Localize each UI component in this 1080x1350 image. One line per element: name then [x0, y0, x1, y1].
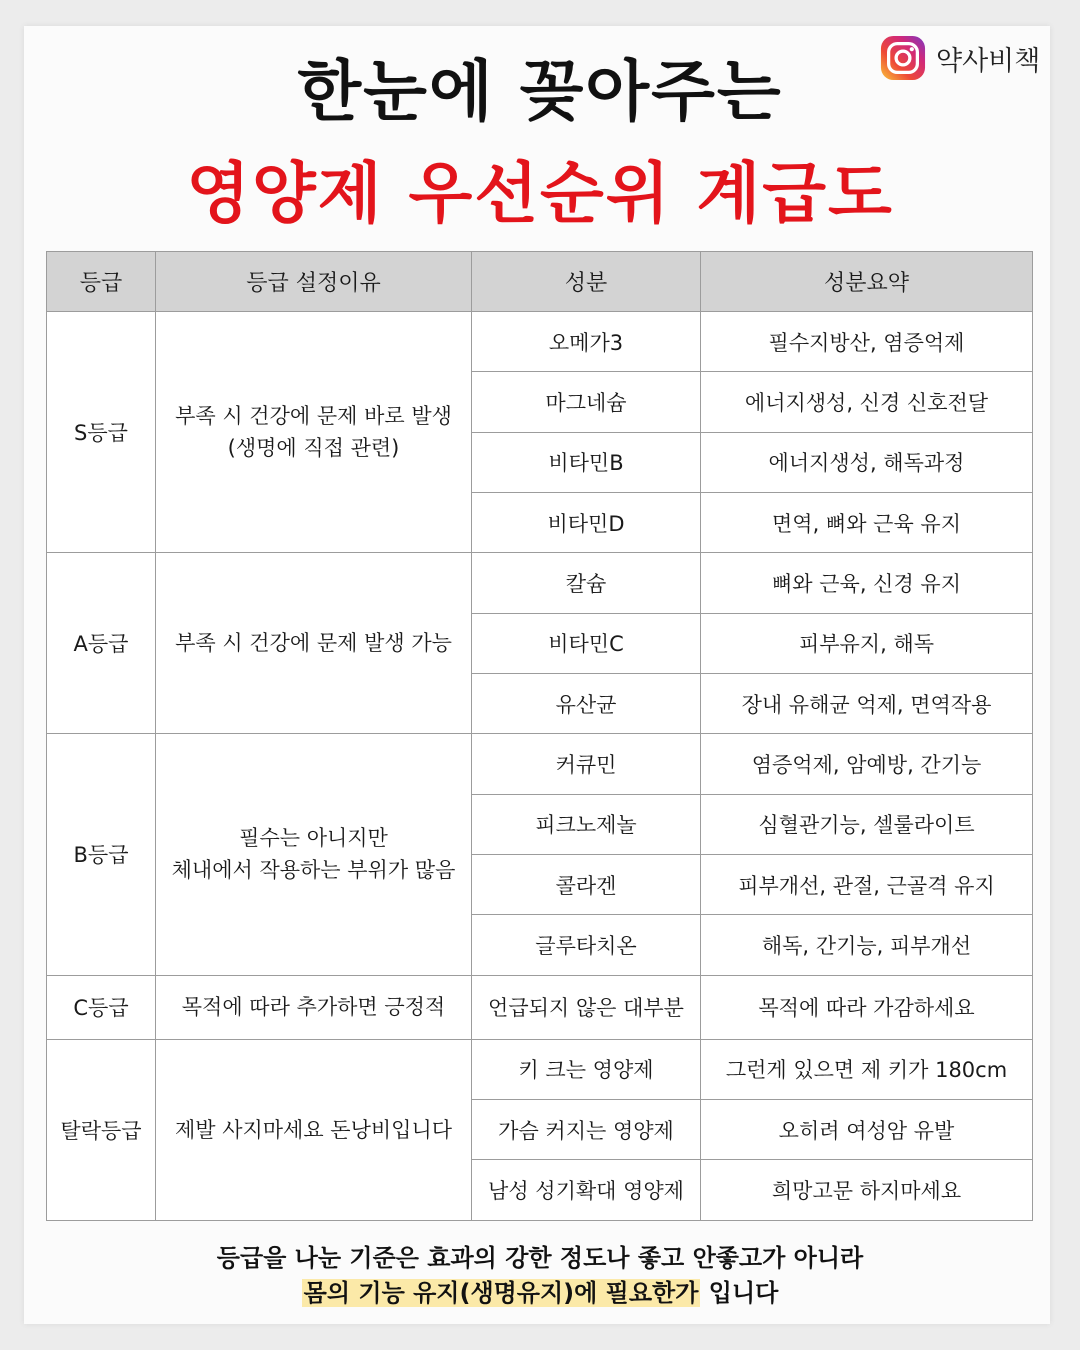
summary-cell: 필수지방산, 염증억제: [701, 312, 1033, 372]
summary-cell: 면역, 뼈와 근육 유지: [701, 492, 1033, 552]
grade-b-cell: B등급: [47, 734, 156, 975]
ingredient-cell: 언급되지 않은 대부분: [472, 975, 701, 1039]
reason-text: 부족 시 건강에 문제 바로 발생: [175, 404, 452, 429]
footer-rest: 입니다: [700, 1279, 779, 1307]
grade-a-cell: A등급: [47, 553, 156, 734]
reason-b-cell: [156, 734, 472, 975]
reason-c-cell: 목적에 따라 추가하면 긍정적: [156, 975, 472, 1039]
reason-text: (생명에 직접 관련): [227, 436, 400, 461]
brand-badge[interactable]: [880, 34, 1040, 82]
ingredient-cell: 피크노제놀: [472, 794, 701, 854]
instagram-icon: [880, 35, 926, 81]
reason-text: 체내에서 작용하는 부위가 많음: [171, 858, 456, 883]
summary-cell: 장내 유해균 억제, 면역작용: [701, 673, 1033, 733]
grade-table: [46, 251, 1033, 1221]
reason-rejected-cell: 제발 사지마세요 돈낭비입니다: [156, 1039, 472, 1220]
summary-cell: 피부개선, 관절, 근골격 유지: [701, 854, 1033, 914]
ingredient-cell: 오메가3: [472, 312, 701, 372]
header-summary: 성분요약: [701, 252, 1033, 312]
grade-c-cell: C등급: [47, 975, 156, 1039]
footer-line-2: [0, 1273, 1080, 1308]
ingredient-cell: 키 크는 영양제: [472, 1039, 701, 1099]
summary-cell: 염증억제, 암예방, 간기능: [701, 734, 1033, 794]
ingredient-cell: 칼슘: [472, 553, 701, 613]
table-row: [47, 312, 1033, 372]
table-row: [47, 975, 1033, 1039]
reason-s-cell: [156, 312, 472, 553]
header-ingredient: 성분: [472, 252, 701, 312]
table-row: [47, 734, 1033, 794]
ingredient-cell: 커큐민: [472, 734, 701, 794]
footer-highlight: 몸의 기능 유지(생명유지)에 필요한가: [303, 1279, 699, 1307]
grade-rejected-cell: 탈락등급: [47, 1039, 156, 1220]
table-row: [47, 553, 1033, 613]
table-header-row: [47, 252, 1033, 312]
summary-cell: 피부유지, 해독: [701, 613, 1033, 673]
summary-cell: 희망고문 하지마세요: [701, 1160, 1033, 1221]
reason-a-cell: 부족 시 건강에 문제 발생 가능: [156, 553, 472, 734]
footer-line-1: 등급을 나눈 기준은 효과의 강한 정도나 좋고 안좋고가 아니라: [216, 1244, 864, 1272]
summary-cell: 목적에 따라 가감하세요: [701, 975, 1033, 1039]
summary-cell: 에너지생성, 신경 신호전달: [701, 372, 1033, 432]
summary-cell: 해독, 간기능, 피부개선: [701, 915, 1033, 975]
brand-name: 약사비책: [936, 45, 1041, 77]
ingredient-cell: 가슴 커지는 영양제: [472, 1100, 701, 1160]
summary-cell: 심혈관기능, 셀룰라이트: [701, 794, 1033, 854]
header-grade: 등급: [47, 252, 156, 312]
summary-cell: 그런게 있으면 제 키가 180cm: [701, 1039, 1033, 1099]
summary-cell: 오히려 여성암 유발: [701, 1100, 1033, 1160]
ingredient-cell: 마그네슘: [472, 372, 701, 432]
ingredient-cell: 비타민D: [472, 492, 701, 552]
table-row: [47, 1039, 1033, 1099]
title-line-1: 한눈에 꽂아주는: [297, 53, 783, 130]
reason-text: 필수는 아니지만: [239, 826, 388, 851]
ingredient-cell: 콜라겐: [472, 854, 701, 914]
ingredient-cell: 비타민C: [472, 613, 701, 673]
title-line-2: 영양제 우선순위 계급도: [186, 155, 894, 232]
grade-s-cell: S등급: [47, 312, 156, 553]
ingredient-cell: 글루타치온: [472, 915, 701, 975]
ingredient-cell: 유산균: [472, 673, 701, 733]
ingredient-cell: 남성 성기확대 영양제: [472, 1160, 701, 1221]
ingredient-cell: 비타민B: [472, 432, 701, 492]
summary-cell: 에너지생성, 해독과정: [701, 432, 1033, 492]
header-reason: 등급 설정이유: [156, 252, 472, 312]
summary-cell: 뼈와 근육, 신경 유지: [701, 553, 1033, 613]
